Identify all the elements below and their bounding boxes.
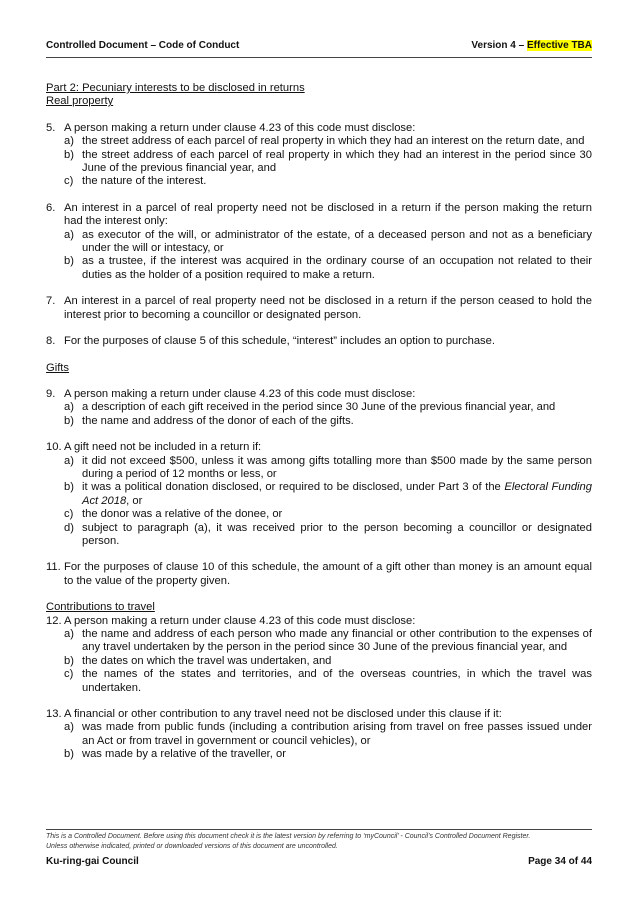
clause-6-b: b) as a trustee, if the interest was acquired in the ordinary course of an occupation not related to their duties as the holder of a position required to make a return. [64, 255, 592, 281]
section-heading-gifts: Gifts [46, 361, 69, 374]
clause-5-c: c) the nature of the interest. [64, 175, 207, 188]
clause-5-b: b) the street address of each parcel of real property in which they had an interest in the period since 30 June of the previous financial year, and [64, 148, 592, 175]
clause-13: 13. A financial or other contribution to any travel need not be disclosed under this clause if it: [46, 708, 502, 721]
clause-12-c: c) the names of the states and territories, and of the overseas countries, in which the travel was undertaken. [64, 668, 592, 694]
clause-6: 6. An interest in a parcel of real property need not be disclosed in a return if the person making the return had the interest only: [46, 201, 592, 228]
version-text: Version 4 – [471, 40, 527, 51]
clause-10: 10. A gift need not be included in a return if: [46, 441, 262, 454]
part-heading: Part 2: Pecuniary interests to be disclosed in returns [46, 82, 305, 94]
section-heading-travel: Contributions to travel [46, 601, 155, 614]
version-label [471, 40, 592, 51]
notice-line-1: This is a Controlled Document. Before using this document check it is the latest version by referring to ‘myCouncil’ - Council’s Controlled Document Register. [46, 833, 531, 840]
clause-6-a: a) as executor of the will, or administrator of the estate, of a deceased person and not as a beneficiary under the will or intestacy, or [64, 228, 592, 255]
clause-7: 7. An interest in a parcel of real property need not be disclosed in a return if the person ceased to hold the interest prior to becoming a councillor or designated person. [46, 295, 592, 321]
clause-10-c: c) the donor was a relative of the donee, or [64, 508, 283, 521]
clause-5: 5. A person making a return under clause 4.23 of this code must disclose: [46, 121, 416, 134]
clause-8: 8. For the purposes of clause 5 of this schedule, “interest” includes an option to purchase. [46, 335, 495, 348]
clause-9: 9. A person making a return under clause 4.23 of this code must disclose: [46, 387, 416, 400]
clause-11: 11. For the purposes of clause 10 of this schedule, the amount of a gift other than money is an amount equal to the value of the property given. [46, 561, 592, 587]
clause-12: 12. A person making a return under clause 4.23 of this code must disclose: [46, 614, 416, 627]
organisation-name: Ku-ring-gai Council [46, 856, 139, 867]
section-heading-real-property: Real property [46, 95, 114, 108]
clause-9-b: b) the name and address of the donor of each of the gifts. [64, 414, 354, 427]
clause-10-a: a) it did not exceed $500, unless it was among gifts totalling more than $500 made by the same person during a period of 12 months or less, or [64, 454, 592, 480]
notice-line-2: Unless otherwise indicated, printed or downloaded versions of this document are uncontrolled. [46, 842, 338, 850]
header-divider [46, 57, 592, 58]
page-number: Page 34 of 44 [528, 856, 592, 867]
document-title: Controlled Document – Code of Conduct [46, 40, 240, 51]
clause-12-b: b) the dates on which the travel was undertaken, and [64, 654, 332, 667]
clause-5-a: a) the street address of each parcel of real property in which they had an interest on the return date, and [64, 135, 585, 148]
clause-10-b: b) it was a political donation disclosed, or required to be disclosed, under Part 3 of the Electoral Funding Act 2018, or [64, 481, 592, 507]
controlled-document-notice [46, 832, 592, 851]
clause-13-a: a) was made from public funds (including a contribution arising from travel on free passes issued under an Act or from travel in government or council vehicles), or [64, 721, 592, 747]
clause-12-a: a) the name and address of each person who made any financial or other contribution to the expenses of any travel undertaken by the person in the period since 30 June of the previous financial year, and [64, 628, 592, 654]
footer-divider [46, 829, 592, 830]
act-title: Electoral Funding Act 2018 [82, 481, 592, 507]
clause-10-d: d) subject to paragraph (a), it was received prior to the person becoming a councillor or designated person. [64, 521, 592, 547]
page-content [46, 82, 592, 762]
effective-highlight: Effective TBA [526, 40, 592, 51]
clause-13-b: b) was made by a relative of the traveller, or [64, 748, 286, 761]
clause-9-a: a) a description of each gift received in the period since 30 June of the previous financial year, and [64, 401, 556, 414]
page-header [46, 40, 592, 56]
